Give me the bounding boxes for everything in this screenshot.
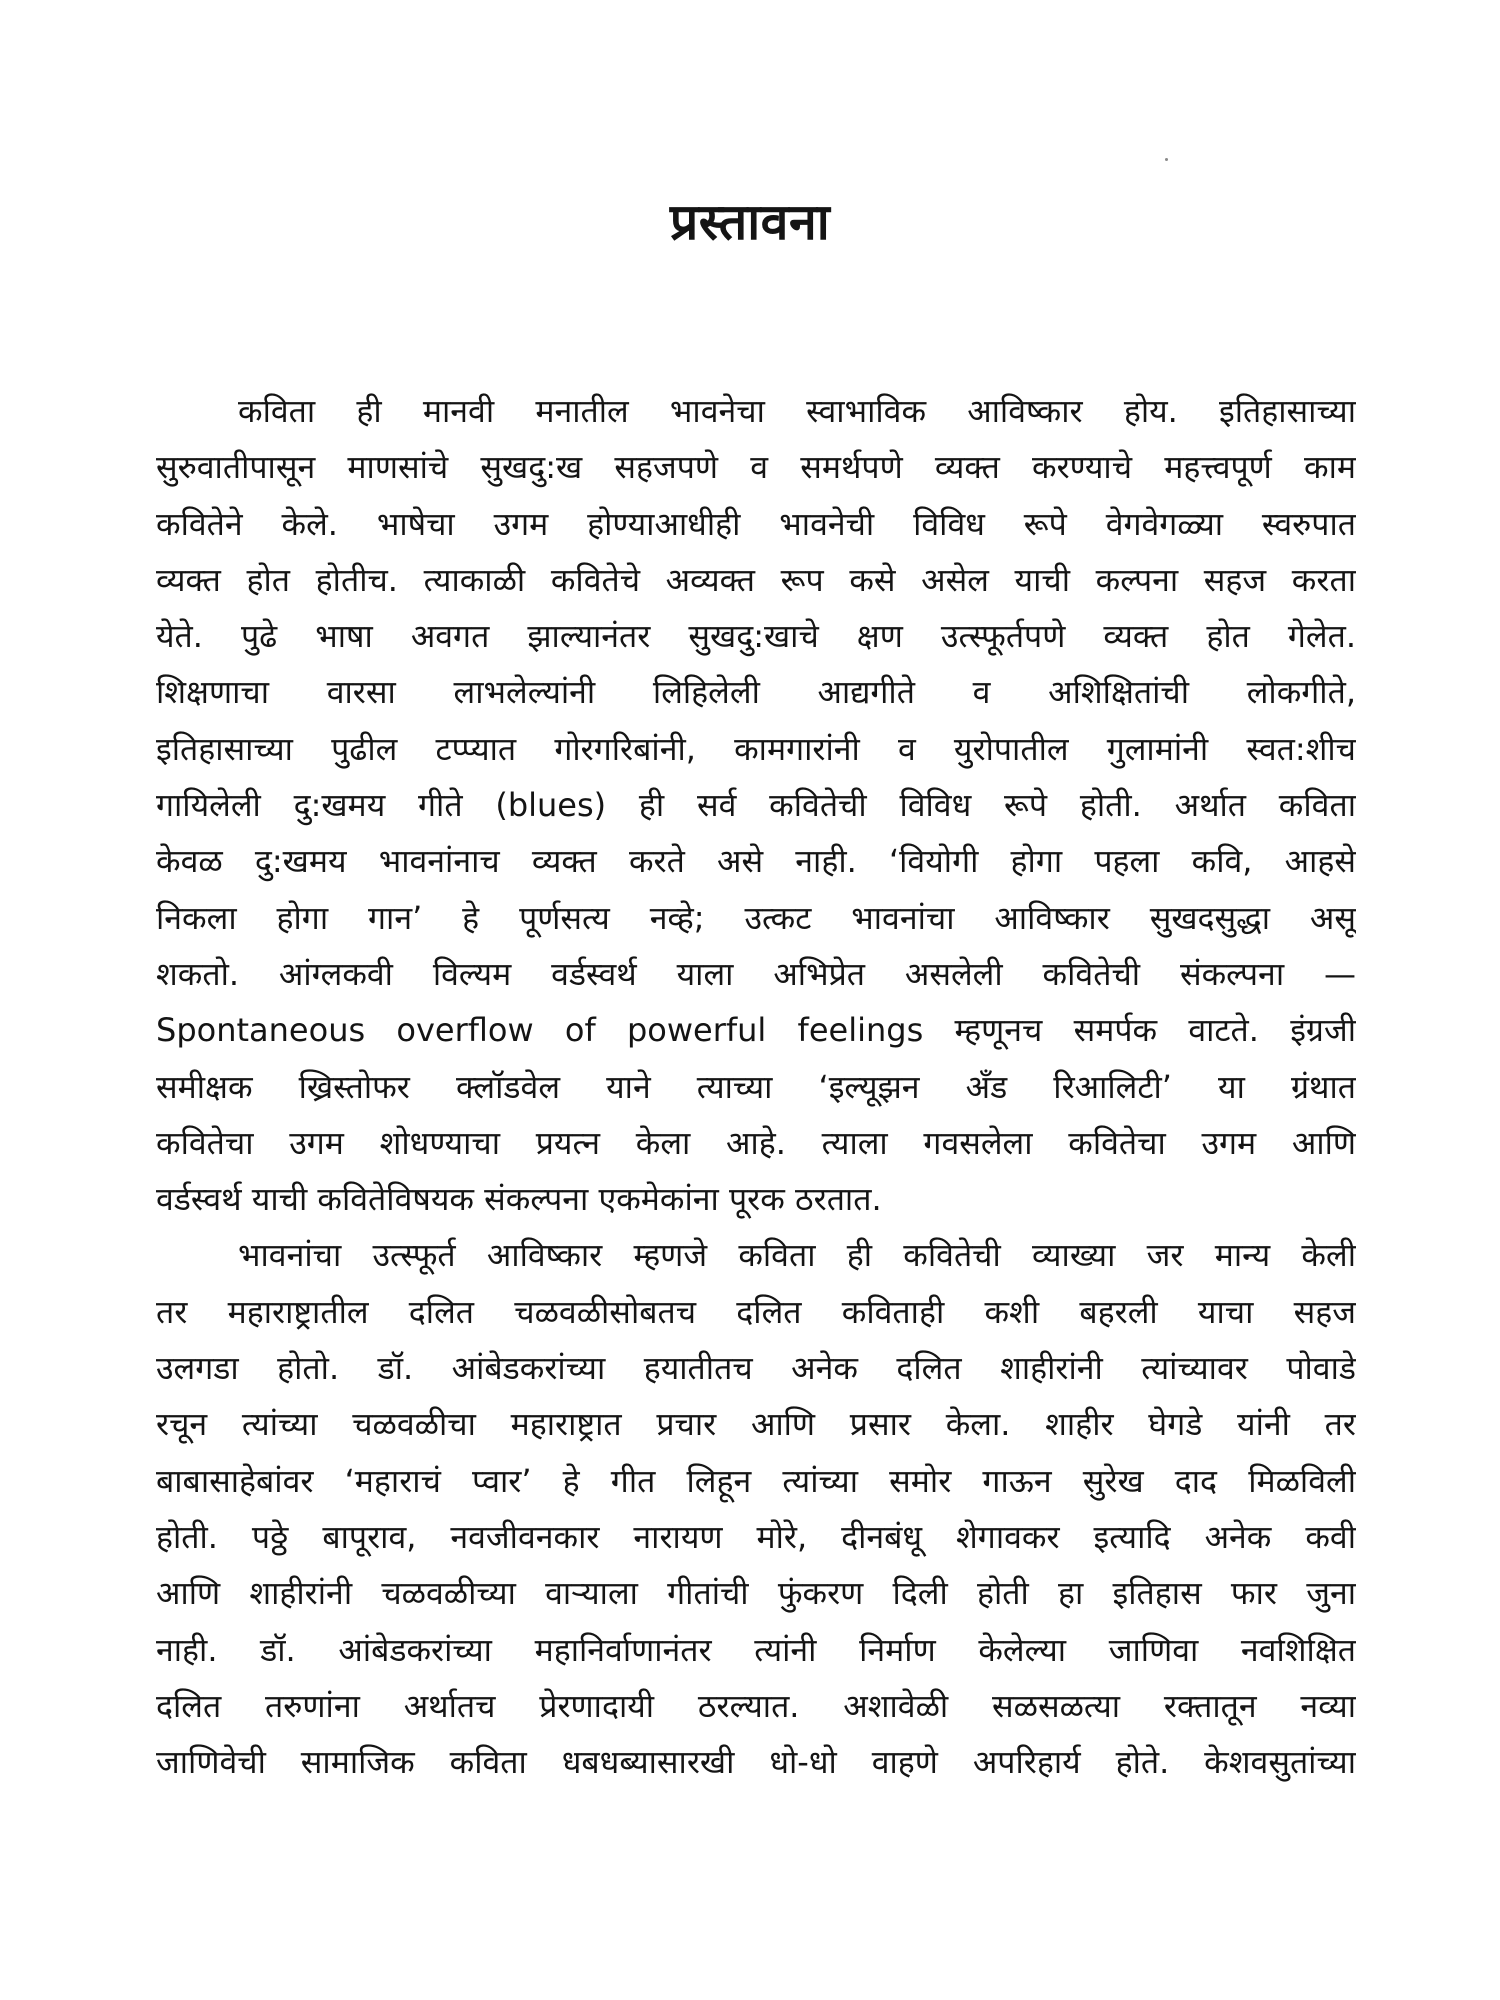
text-line: कवितेने केले. भाषेचा उगम होण्याआधीही भावनेची विविध रूपे वेगवेगळ्या स्वरुपात — [156, 504, 1356, 543]
paragraph-2 — [156, 1227, 1356, 1790]
text-line: शिक्षणाचा वारसा लाभलेल्यांनी लिहिलेली आद्यगीते व अशिक्षितांची लोकगीते, — [156, 673, 1356, 712]
text-line: उलगडा होतो. डॉ. आंबेडकरांच्या हयातीतच अनेक दलित शाहीरांनी त्यांच्यावर पोवाडे — [156, 1349, 1356, 1388]
text-line: इतिहासाच्या पुढील टप्प्यात गोरगरिबांनी, कामगारांनी व युरोपातील गुलामांनी स्वत:शीच — [156, 729, 1356, 768]
text-line: येते. पुढे भाषा अवगत झाल्यानंतर सुखदु:खाचे क्षण उत्स्फूर्तपणे व्यक्त होत गेलेत. — [156, 617, 1356, 656]
text-line: समीक्षक ख्रिस्तोफर क्लॉडवेल याने त्याच्या ‘इल्यूझन अँड रिआलिटी’ या ग्रंथात — [156, 1067, 1356, 1106]
text-line: निकला होगा गान’ हे पूर्णसत्य नव्हे; उत्कट भावनांचा आविष्कार सुखदसुद्धा असू — [156, 898, 1356, 937]
text-line: व्यक्त होत होतीच. त्याकाळी कवितेचे अव्यक्त रूप कसे असेल याची कल्पना सहज करता — [156, 560, 1356, 599]
text-line: शकतो. आंग्लकवी विल्यम वर्डस्वर्थ याला अभिप्रेत असलेली कवितेची संकल्पना — — [156, 954, 1356, 993]
page-speck — [1165, 158, 1168, 161]
text-line: तर महाराष्ट्रातील दलित चळवळीसोबतच दलित कविताही कशी बहरली याचा सहज — [156, 1292, 1356, 1331]
text-line: दलित तरुणांना अर्थातच प्रेरणादायी ठरल्यात. अशावेळी सळसळत्या रक्तातून नव्या — [156, 1686, 1356, 1725]
text-line: Spontaneous overflow of powerful feelings म्हणूनच समर्पक वाटते. इंग्रजी — [156, 1011, 1356, 1050]
text-line: नाही. डॉ. आंबेडकरांच्या महानिर्वाणानंतर त्यांनी निर्माण केलेल्या जाणिवा नवशिक्षित — [156, 1630, 1356, 1669]
paragraph-1 — [156, 383, 1356, 1227]
text-line: बाबासाहेबांवर ‘महाराचं प्वार’ हे गीत लिहून त्यांच्या समोर गाऊन सुरेख दाद मिळविली — [156, 1461, 1356, 1500]
text-line: सुरुवातीपासून माणसांचे सुखदु:ख सहजपणे व समर्थपणे व्यक्त करण्याचे महत्त्वपूर्ण काम — [156, 448, 1356, 487]
text-line: गायिलेली दु:खमय गीते (blues) ही सर्व कवितेची विविध रूपे होती. अर्थात कविता — [156, 786, 1356, 825]
body-text — [156, 383, 1356, 1790]
page-title: प्रस्तावना — [669, 193, 831, 251]
text-line: केवळ दु:खमय भावनांनाच व्यक्त करते असे नाही. ‘वियोगी होगा पहला कवि, आहसे — [156, 842, 1356, 881]
text-line: आणि शाहीरांनी चळवळीच्या वाऱ्याला गीतांची फुंकरण दिली होती हा इतिहास फार जुना — [156, 1574, 1356, 1613]
text-line: रचून त्यांच्या चळवळीचा महाराष्ट्रात प्रचार आणि प्रसार केला. शाहीर घेगडे यांनी तर — [156, 1405, 1356, 1444]
text-line: वर्डस्वर्थ याची कवितेविषयक संकल्पना एकमेकांना पूरक ठरतात. — [156, 1180, 882, 1219]
text-line: कविता ही मानवी मनातील भावनेचा स्वाभाविक आविष्कार होय. इतिहासाच्या — [238, 392, 1356, 430]
text-line: कवितेचा उगम शोधण्याचा प्रयत्न केला आहे. त्याला गवसलेला कवितेचा उगम आणि — [156, 1123, 1356, 1162]
text-line: होती. पठ्ठे बापूराव, नवजीवनकार नारायण मोरे, दीनबंधू शेगावकर इत्यादि अनेक कवी — [156, 1517, 1356, 1556]
text-line: जाणिवेची सामाजिक कविता धबधब्यासारखी धो-धो वाहणे अपरिहार्य होते. केशवसुतांच्या — [156, 1743, 1356, 1782]
text-line: भावनांचा उत्स्फूर्त आविष्कार म्हणजे कविता ही कवितेची व्याख्या जर मान्य केली — [238, 1236, 1356, 1275]
